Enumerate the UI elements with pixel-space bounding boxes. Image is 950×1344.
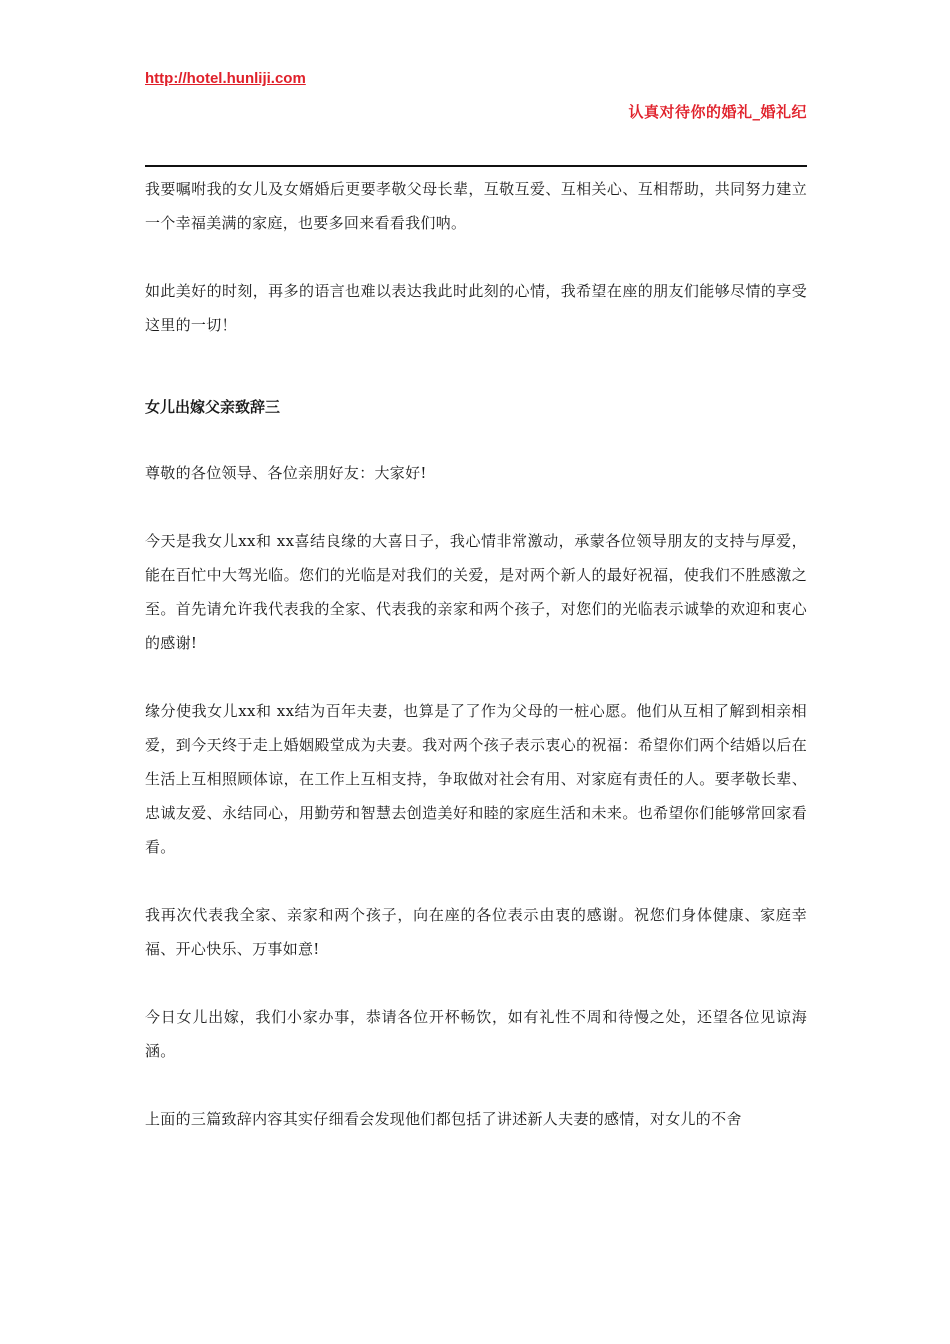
- paragraph: 缘分使我女儿xx和 xx结为百年夫妻，也算是了了作为父母的一桩心愿。他们从互相了解到相亲相爱，到今天终于走上婚姻殿堂成为夫妻。我对两个孩子表示衷心的祝福：希望你们两个结婚以后在生活上互相照顾体谅，在工作上互相支持，争取做对社会有用、对家庭有责任的人。要孝敬长辈、忠诚友爱、永结同心，用勤劳和智慧去创造美好和睦的家庭生活和未来。也希望你们能够常回家看看。: [145, 702, 807, 856]
- section-heading: 女儿出嫁父亲致辞三: [145, 398, 281, 416]
- header-brand-text: 认真对待你的婚礼_婚礼纪: [628, 103, 807, 121]
- document-body: [145, 172, 807, 1170]
- paragraph: 我要嘱咐我的女儿及女婿婚后更要孝敬父母长辈，互敬互爱、互相关心、互相帮助，共同努力建立一个幸福美满的家庭，也要多回来看看我们呐。: [145, 180, 807, 232]
- paragraph: 我再次代表我全家、亲家和两个孩子，向在座的各位表示由衷的感谢。祝您们身体健康、家庭幸福、开心快乐、万事如意!: [145, 906, 807, 958]
- paragraph: 今日女儿出嫁，我们小家办事，恭请各位开杯畅饮，如有礼性不周和待慢之处，还望各位见谅海涵。: [145, 1008, 807, 1060]
- paragraph: 上面的三篇致辞内容其实仔细看会发现他们都包括了讲述新人夫妻的感情，对女儿的不舍: [145, 1110, 742, 1128]
- paragraph: 尊敬的各位领导、各位亲朋好友：大家好!: [145, 464, 427, 482]
- paragraph: 今天是我女儿xx和 xx喜结良缘的大喜日子，我心情非常激动，承蒙各位领导朋友的支持与厚爱，能在百忙中大驾光临。您们的光临是对我们的关爱，是对两个新人的最好祝福，使我们不胜感激之至。首先请允许我代表我的全家、代表我的亲家和两个孩子，对您们的光临表示诚挚的欢迎和衷心的感谢!: [145, 532, 807, 652]
- header-divider: [145, 165, 807, 167]
- paragraph: 如此美好的时刻，再多的语言也难以表达我此时此刻的心情，我希望在座的朋友们能够尽情的享受这里的一切！: [145, 282, 807, 334]
- header-url-link[interactable]: http://hotel.hunliji.com: [145, 70, 306, 87]
